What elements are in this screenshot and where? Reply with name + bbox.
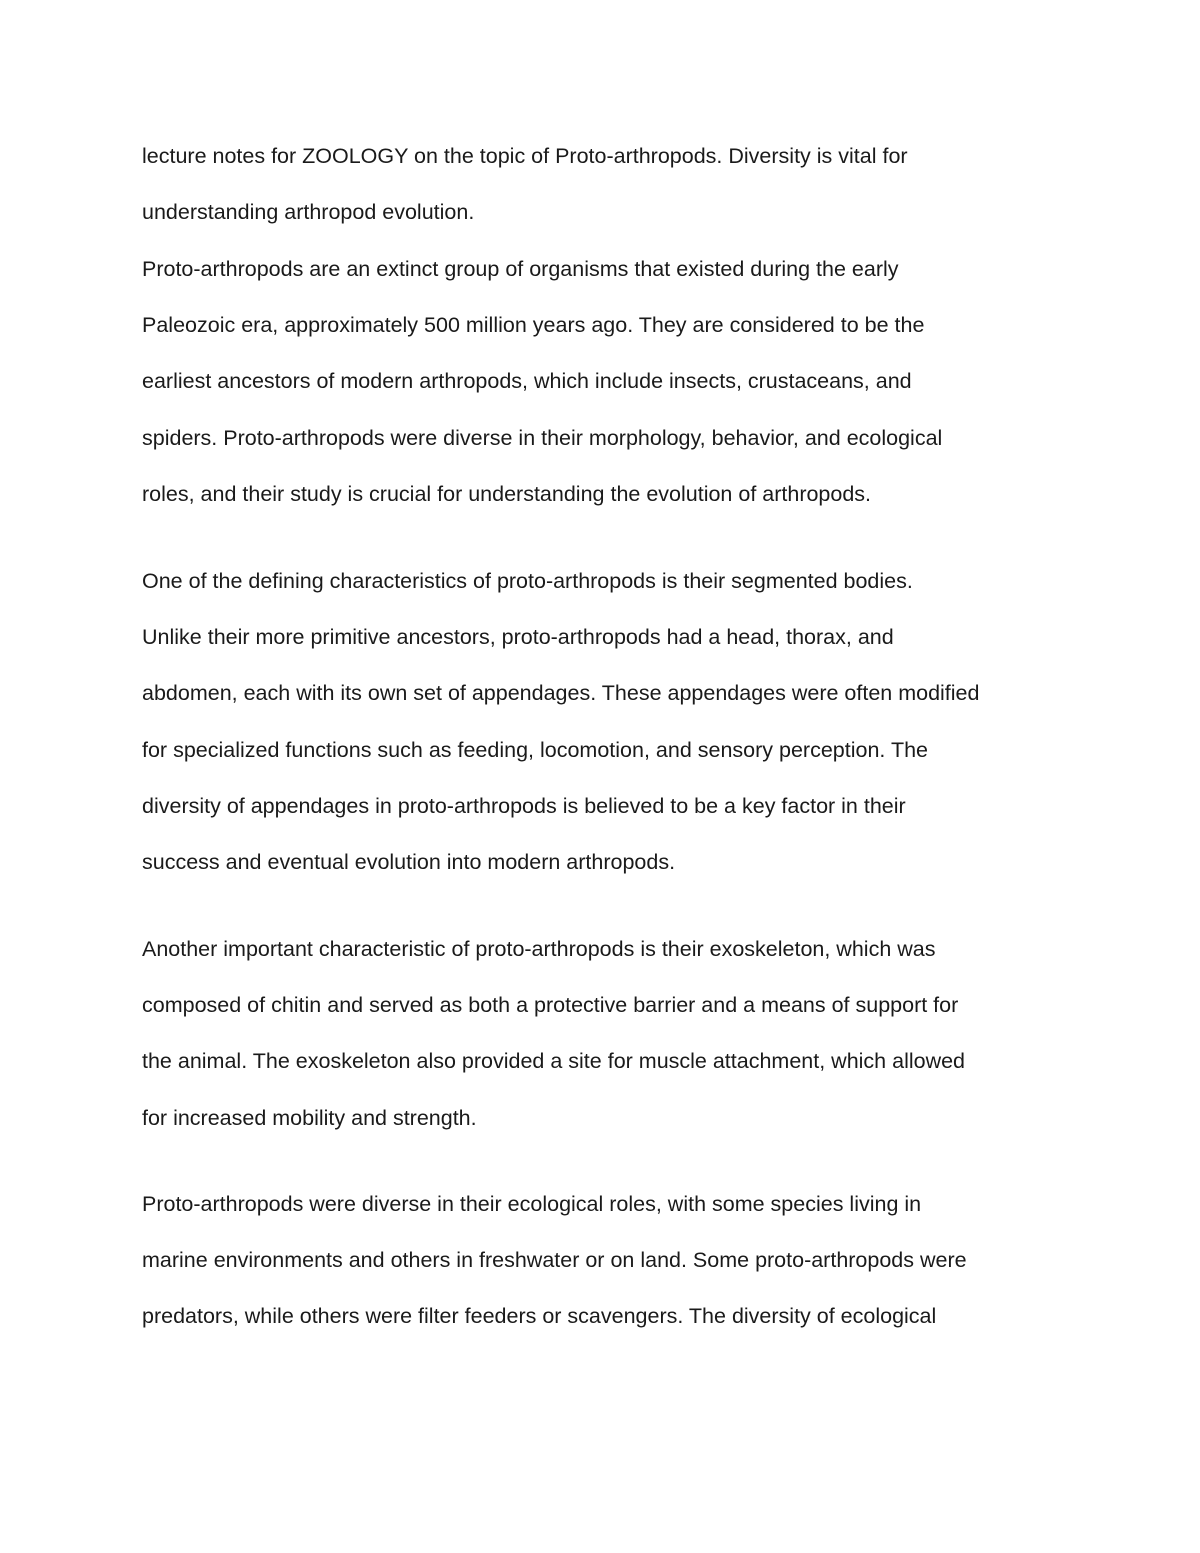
text-line: Another important characteristic of proto-arthropods is their exoskeleton, which was bbox=[142, 937, 936, 961]
text-line: roles, and their study is crucial for understanding the evolution of arthropods. bbox=[142, 482, 872, 506]
text-line: the animal. The exoskeleton also provided a site for muscle attachment, which allowed bbox=[142, 1049, 966, 1073]
text-line: composed of chitin and served as both a protective barrier and a means of support for bbox=[142, 993, 959, 1017]
text-line: Proto-arthropods are an extinct group of organisms that existed during the early bbox=[142, 257, 899, 281]
text-line: success and eventual evolution into modern arthropods. bbox=[142, 850, 676, 874]
text-line: abdomen, each with its own set of appendages. These appendages were often modified bbox=[142, 681, 980, 705]
text-line: One of the defining characteristics of proto-arthropods is their segmented bodies. bbox=[142, 569, 913, 593]
text-line: predators, while others were filter feeders or scavengers. The diversity of ecological bbox=[142, 1304, 937, 1328]
text-line: Proto-arthropods were diverse in their ecological roles, with some species living in bbox=[142, 1192, 922, 1216]
text-line: Unlike their more primitive ancestors, proto-arthropods had a head, thorax, and bbox=[142, 625, 894, 649]
text-line: lecture notes for ZOOLOGY on the topic of Proto-arthropods. Diversity is vital for bbox=[142, 144, 908, 168]
text-line: understanding arthropod evolution. bbox=[142, 200, 475, 224]
text-line: marine environments and others in freshwater or on land. Some proto-arthropods were bbox=[142, 1248, 967, 1272]
text-line: for increased mobility and strength. bbox=[142, 1106, 477, 1130]
text-line: Paleozoic era, approximately 500 million years ago. They are considered to be the bbox=[142, 313, 925, 337]
text-line: spiders. Proto-arthropods were diverse in their morphology, behavior, and ecological bbox=[142, 426, 943, 450]
text-line: earliest ancestors of modern arthropods, which include insects, crustaceans, and bbox=[142, 369, 912, 393]
text-line: diversity of appendages in proto-arthropods is believed to be a key factor in their bbox=[142, 794, 906, 818]
text-line: for specialized functions such as feeding, locomotion, and sensory perception. The bbox=[142, 738, 929, 762]
